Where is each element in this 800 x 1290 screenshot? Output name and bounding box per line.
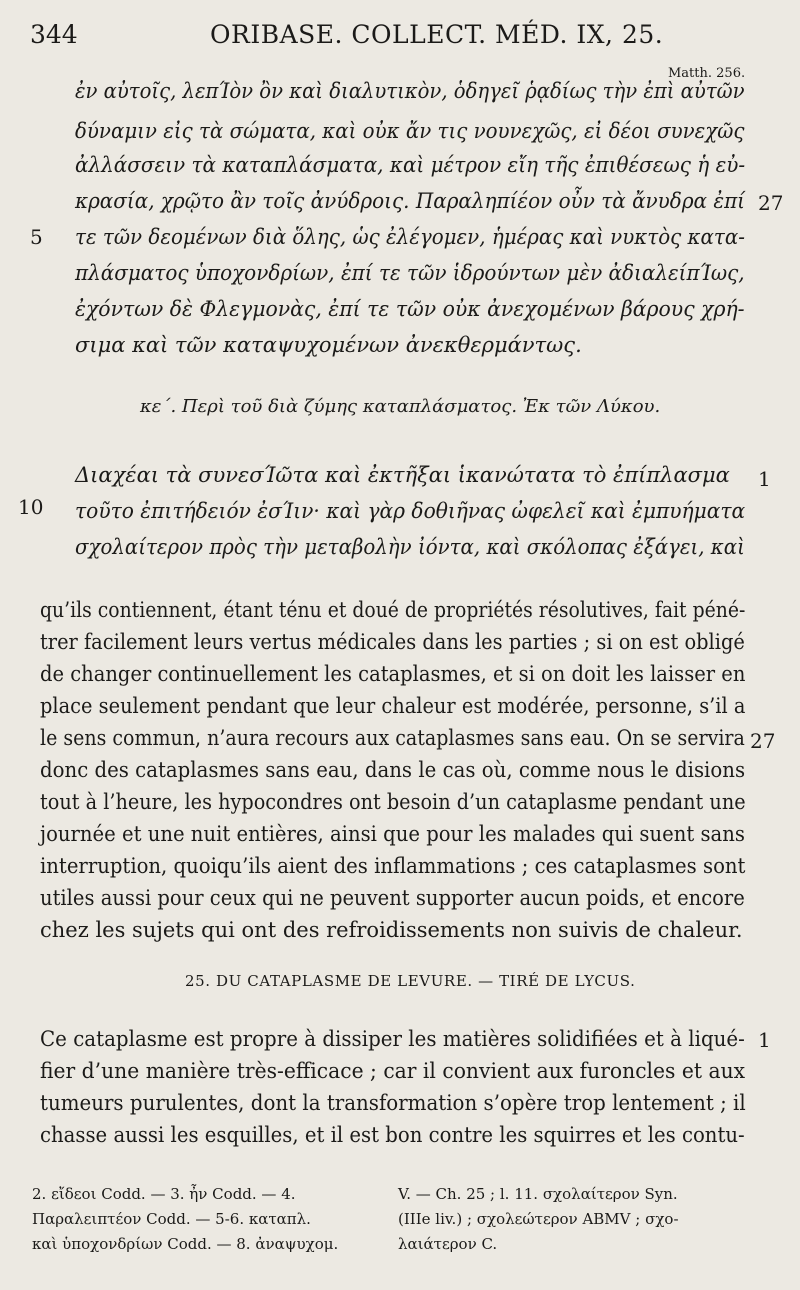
french-chapter-heading: 25. DU CATAPLASME DE LEVURE. — TIRÉ DE LYCUS. [185,972,636,990]
french-line: interruption, quoiqu’ils aient des inflammations ; ces cataplasmes sont [40,854,746,878]
greek-line: πλάσματος ὑποχονδρίων, ἐπί τε τῶν ἱδρούντων μὲν ἀδιαλείπΊως, [75,261,745,285]
french-line: place seulement pendant que leur chaleur est modérée, personne, s’il a [40,694,746,718]
french-line: Ce cataplasme est propre à dissiper les matières solidifiées et à liqué- [40,1027,745,1051]
greek-line: τε τῶν δεομένων διὰ ὅλης, ὡς ἐλέγομεν, ἡμέρας καὶ νυκτὸς κατα- [75,225,745,249]
greek-line: σχολαίτερον πρὸς τὴν μεταβολὴν ἰόντα, καὶ σκόλοπας ἐξάγει, καὶ [75,535,745,559]
greek-line: Διαχέαι τὰ συνεσΊῶτα καὶ ἐκτῆξαι ἱκανώτατα τὸ ἐπίπλασμα [75,463,730,487]
french-line: donc des cataplasmes sans eau, dans le cas où, comme nous le disions [40,758,746,782]
greek-line: δύναμιν εἰς τὰ σώματα, καὶ οὐκ ἄν τις νουνεχῶς, εἰ δέοι συνεχῶς [75,119,745,143]
running-header [30,20,770,60]
greek-line: τοῦτο ἐπιτήδειόν ἐσΊιν· καὶ γὰρ δοθιῆνας ὠφελεῖ καὶ ἐμπυήματα [75,499,746,523]
greek-line: ἐχόντων δὲ Φλεγμονὰς, ἐπί τε τῶν οὐκ ἀνεχομένων βάρους χρή- [75,297,745,321]
page-number: 344 [30,20,78,49]
french-line: le sens commun, n’aura recours aux cataplasmes sans eau. On se servira [40,726,745,750]
greek-line: κρασία, χρῷτο ἂν τοῖς ἀνύδροις. Παραληπίέον οὖν τὰ ἄνυδρα ἐπί [75,189,746,213]
section-number-27-french: 27 [750,729,776,753]
french-line: qu’ils contiennent, étant ténu et doué de propriétés résolutives, fait péné- [40,598,746,622]
french-line: fier d’une manière très-efficace ; car il convient aux furoncles et aux [40,1059,746,1083]
footnote-line: λαιάτερον C. [398,1235,498,1253]
footnote-line: (IIIe liv.) ; σχολεώτερον ABMV ; σχο- [398,1210,679,1228]
line-number-10: 10 [18,495,44,519]
greek-line: ἀλλάσσειν τὰ καταπλάσματα, καὶ μέτρον εἴη τῆς ἐπιθέσεως ἡ εὐ- [75,153,746,177]
section-number-1-french: 1 [758,1028,771,1052]
french-line: tout à l’heure, les hypocondres ont besoin d’un cataplasme pendant une [40,790,746,814]
french-line: tumeurs purulentes, dont la transformation s’opère trop lentement ; il [40,1091,746,1115]
footnote-line: 2. εἴδεοι Codd. — 3. ἦν Codd. — 4. [32,1185,296,1203]
french-line: chez les sujets qui ont des refroidissements non suivis de chaleur. [40,918,743,942]
french-line: de changer continuellement les cataplasmes, et si on doit les laisser en [40,662,746,686]
matthaei-reference: Matth. 256. [668,66,746,81]
french-line: chasse aussi les esquilles, et il est bon contre les squirres et les contu- [40,1123,745,1147]
footnote-line: V. — Ch. 25 ; l. 11. σχολαίτερον Syn. [398,1185,678,1203]
line-number-5: 5 [30,225,43,249]
section-number-1-greek: 1 [758,467,771,491]
french-line: utiles aussi pour ceux qui ne peuvent supporter aucun poids, et encore [40,886,745,910]
greek-chapter-heading: κε΄. Περὶ τοῦ διὰ ζύμης καταπλάσματος. Ἐκ τῶν Λύκου. [140,396,661,417]
footnote-line: καὶ ὑποχονδρίων Codd. — 8. ἀναψυχομ. [32,1235,339,1253]
greek-line: σιμα καὶ τῶν καταψυχομένων ἀνεκθερμάντως. [75,333,582,357]
french-line: journée et une nuit entières, ainsi que pour les malades qui suent sans [40,822,745,846]
running-title: ORIBASE. COLLECT. MÉD. IX, 25. [210,20,664,49]
french-line: trer facilement leurs vertus médicales dans les parties ; si on est obligé [40,630,745,654]
greek-line: ἐν αὐτοῖς, λεπΊὸν ὂν καὶ διαλυτικὸν, ὁδηγεῖ ῥᾳδίως τὴν ἐπὶ αὐτῶν [75,79,745,103]
section-number-27-greek: 27 [758,191,784,215]
footnote-line: Παραλειπτέον Codd. — 5-6. καταπλ. [32,1210,311,1228]
